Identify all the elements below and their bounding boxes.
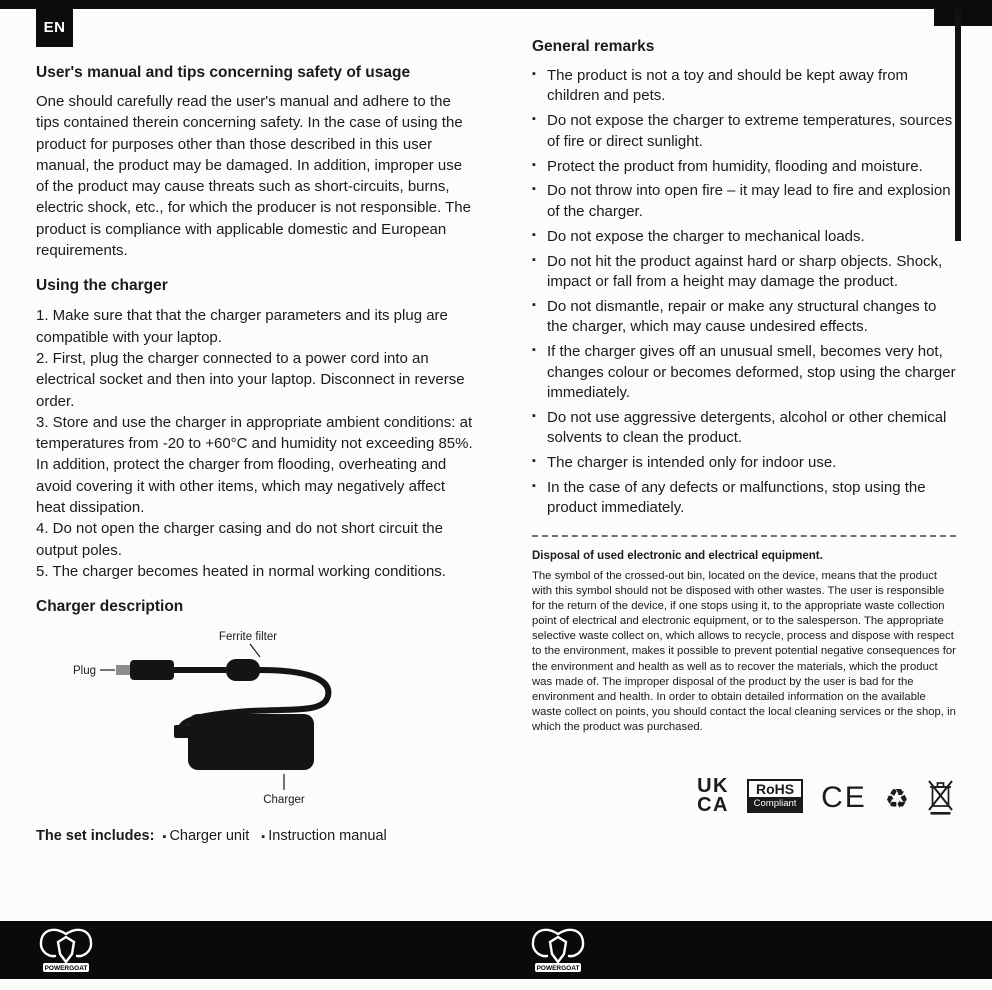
dashed-divider	[532, 535, 956, 537]
ukca-top: UK	[697, 775, 729, 798]
step-4: 4. Do not open the charger casing and do not short circuit the output poles.	[36, 520, 443, 559]
remark-item: ▪ The charger is intended only for indoor use.	[532, 453, 956, 473]
weee-crossed-bin-icon	[927, 779, 954, 815]
step-1: 1. Make sure that that the charger parameters and its plug are compatible with your laptop.	[36, 307, 448, 346]
disposal-title: Disposal of used electronic and electrical equipment.	[532, 549, 823, 562]
ukca-mark-icon	[697, 777, 729, 815]
left-title: User's manual and tips concerning safety of usage	[36, 64, 411, 81]
compliance-marks	[532, 777, 956, 815]
step-3: 3. Store and use the charger in appropriate ambient conditions: at temperatures from -20 to +60°C and humidity not exceeding 85%. In addition, protect the charger from flooding, overheating and avoid covering it with other items, which may negatively affect heat dissipation.	[36, 413, 473, 517]
remark-item: ▪ Protect the product from humidity, flooding and moisture.	[532, 157, 956, 177]
set-includes-label: The set includes:	[36, 828, 155, 845]
remark-item: ▪ In the case of any defects or malfunctions, stop using the product immediately.	[532, 478, 956, 519]
remark-item: ▪ If the charger gives off an unusual smell, becomes very hot, changes colour or becomes deformed, stop using the charger immediately.	[532, 342, 956, 403]
right-column	[532, 38, 956, 815]
charger-label: Charger	[263, 794, 305, 807]
left-column	[36, 64, 473, 859]
charger-body-icon	[188, 714, 314, 770]
recycle-icon: ♻	[884, 784, 909, 815]
ukca-bottom: CA	[697, 794, 729, 817]
cable-strain-relief	[174, 725, 189, 738]
remark-item: ▪ Do not throw into open fire – it may lead to fire and explosion of the charger.	[532, 181, 956, 222]
disposal-body: The symbol of the crossed-out bin, located on the device, means that the product with this symbol should not be disposed with other wastes. The user is responsible for the return of the device, if one stops using it, to the appropriate waste collection point of electrical and electronic equipment, or to the salesperson. The appropriate selective waste collect on, which allows to recycle, process and dispose with respect to the environment, makes it possible to prevent potential negative consequences for the environment and health as well as to recover the materials, which the product was made of. The improper disposal of the product by the user is bad for the environment and health. In order to obtain detailed information on the available waste collect on points, you should contact the local cleaning services or the shop, in which the product was purchased.	[532, 569, 956, 734]
plug-label: Plug	[72, 665, 96, 678]
top-edge-bar	[0, 0, 992, 9]
plug-connector-icon	[130, 660, 174, 680]
step-2: 2. First, plug the charger connected to a power cord into an electrical socket and then into your laptop. Disconnect in reverse order.	[36, 349, 465, 410]
step-5: 5. The charger becomes heated in normal working conditions.	[36, 562, 446, 580]
remark-item: ▪ Do not expose the charger to extreme temperatures, sources of fire or direct sunlight.	[532, 111, 956, 152]
charger-diagram-drawing	[36, 626, 473, 811]
ferrite-leader-line	[250, 644, 260, 657]
general-remarks-title: General remarks	[532, 38, 655, 55]
brand-text: POWERGOAT	[44, 965, 88, 972]
scan-corner-artifact	[934, 0, 992, 26]
using-charger-title: Using the charger	[36, 277, 168, 295]
powergoat-logo	[528, 924, 588, 976]
brand-text: POWERGOAT	[536, 965, 580, 972]
set-item-charger-unit: ▪ Charger unit	[162, 828, 249, 844]
charger-diagram	[36, 626, 473, 816]
plug-tip-icon	[116, 665, 130, 675]
powergoat-logo	[36, 924, 96, 976]
remark-item: ▪ The product is not a toy and should be kept away from children and pets.	[532, 66, 956, 107]
remark-item: ▪ Do not use aggressive detergents, alcohol or other chemical solvents to clean the product.	[532, 408, 956, 449]
footer-band	[0, 921, 992, 979]
remark-item: ▪ Do not expose the charger to mechanical loads.	[532, 227, 956, 247]
rohs-label: RoHS	[755, 781, 795, 798]
general-remarks-list	[532, 66, 956, 519]
intro-paragraph: One should carefully read the user's manual and adhere to the tips contained therein concerning safety. In the case of using the product for purposes other than those described in this user manual, the product may be damaged. In addition, improper use of the product may cause threats such as short-circuits, burns, electric shock, etc., for which the producer is not responsible. The product is compliance with applicable domestic and European requirements.	[36, 93, 471, 260]
ce-mark-icon: CE	[821, 781, 867, 815]
rohs-compliant-label: Compliant	[749, 797, 801, 811]
language-badge: EN	[36, 8, 73, 47]
set-item-instruction-manual: ▪ Instruction manual	[261, 828, 386, 844]
remark-item: ▪ Do not dismantle, repair or make any structural changes to the charger, which may cause undesired effects.	[532, 297, 956, 338]
ferrite-filter-label: Ferrite filter	[218, 631, 278, 644]
set-includes-line	[36, 828, 473, 844]
charger-description-title: Charger description	[36, 598, 184, 616]
ferrite-filter-icon	[226, 659, 260, 681]
remark-item: ▪ Do not hit the product against hard or sharp objects. Shock, impact or fall from a height may damage the product.	[532, 252, 956, 293]
rohs-mark-icon	[747, 779, 803, 813]
